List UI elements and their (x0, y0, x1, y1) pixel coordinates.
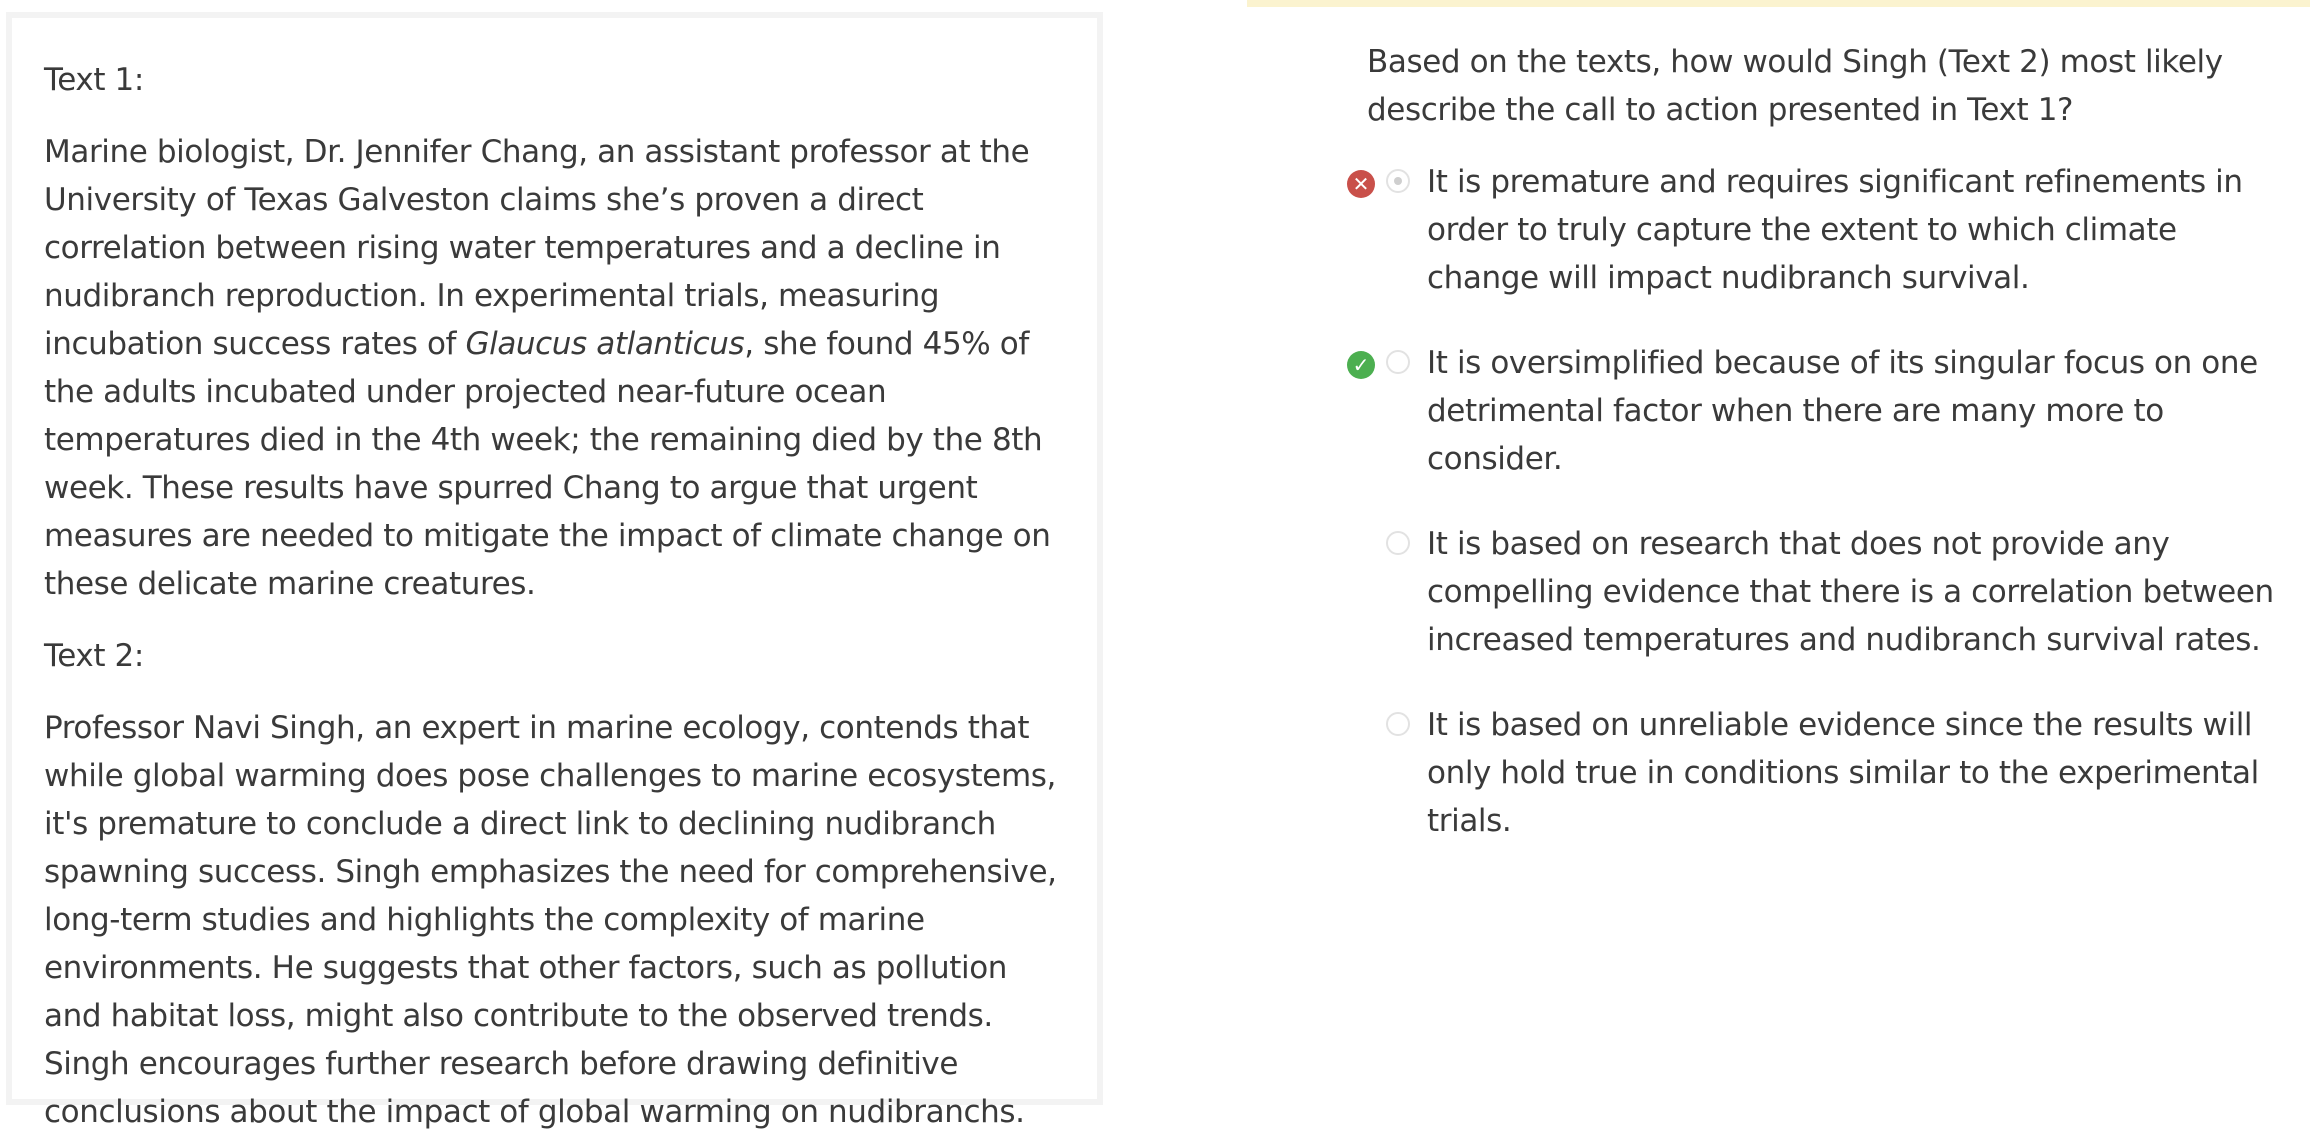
answer-choice-b-text: It is oversimplified because of its singular focus on one detrimental factor when there are many more to consider. (1427, 345, 2258, 477)
correct-check-icon: ✓ (1347, 351, 1375, 379)
passage-1-body (44, 128, 1067, 608)
passage-1-text-b: , she found 45% of the adults incubated under projected near-future ocean temperatures died in the 4th week; the remaining died by the 8th week. These results have spurred Chang to argue that urgent measures are needed to mitigate the impact of climate change on these delicate marine creatures. (44, 326, 1051, 602)
passage-1-label: Text 1: (44, 62, 144, 98)
answer-choice-c-text: It is based on research that does not provide any compelling evidence that there is a correlation between increased temperatures and nudibranch survival rates. (1427, 526, 2274, 658)
radio-button-d[interactable] (1386, 712, 1410, 736)
passage-1-text-a: Marine biologist, Dr. Jennifer Chang, an assistant professor at the University of Texas Galveston claims she’s proven a direct correlation between rising water temperatures and a decline in nudibranch reproduction. In experimental trials, measuring incubation success rates of (44, 134, 1030, 362)
passage-2-body: Professor Navi Singh, an expert in marine ecology, contends that while global warming does pose challenges to marine ecosystems, it's premature to conclude a direct link to declining nudibranch spawning success. Singh emphasizes the need for comprehensive, long-term studies and highlights the complexity of marine environments. He suggests that other factors, such as pollution and habitat loss, might also contribute to the observed trends. Singh encourages further research before drawing definitive conclusions about the impact of global warming on nudibranchs. (44, 710, 1057, 1130)
answer-choice-c[interactable] (1367, 520, 2287, 664)
radio-button-c[interactable] (1386, 531, 1410, 555)
answer-choice-d[interactable] (1367, 701, 2287, 845)
incorrect-x-icon: ✕ (1347, 170, 1375, 198)
question-prompt: Based on the texts, how would Singh (Text 2) most likely describe the call to action presented in Text 1? (1367, 44, 2223, 128)
answer-choice-a-text: It is premature and requires significant refinements in order to truly capture the extent to which climate change will impact nudibranch survival. (1427, 164, 2243, 296)
passage-2-label: Text 2: (44, 638, 144, 674)
answer-choice-a[interactable] (1352, 158, 2287, 302)
species-name: Glaucus atlanticus (465, 326, 745, 362)
radio-button-b[interactable] (1386, 350, 1410, 374)
passage-panel (6, 12, 1103, 1130)
answer-choice-b[interactable] (1352, 339, 2287, 483)
radio-button-a[interactable] (1386, 169, 1410, 193)
answer-choice-d-text: It is based on unreliable evidence since the results will only hold true in conditions similar to the experimental trials. (1427, 707, 2259, 839)
question-area (1352, 38, 2287, 882)
question-top-bar (1247, 0, 2310, 7)
